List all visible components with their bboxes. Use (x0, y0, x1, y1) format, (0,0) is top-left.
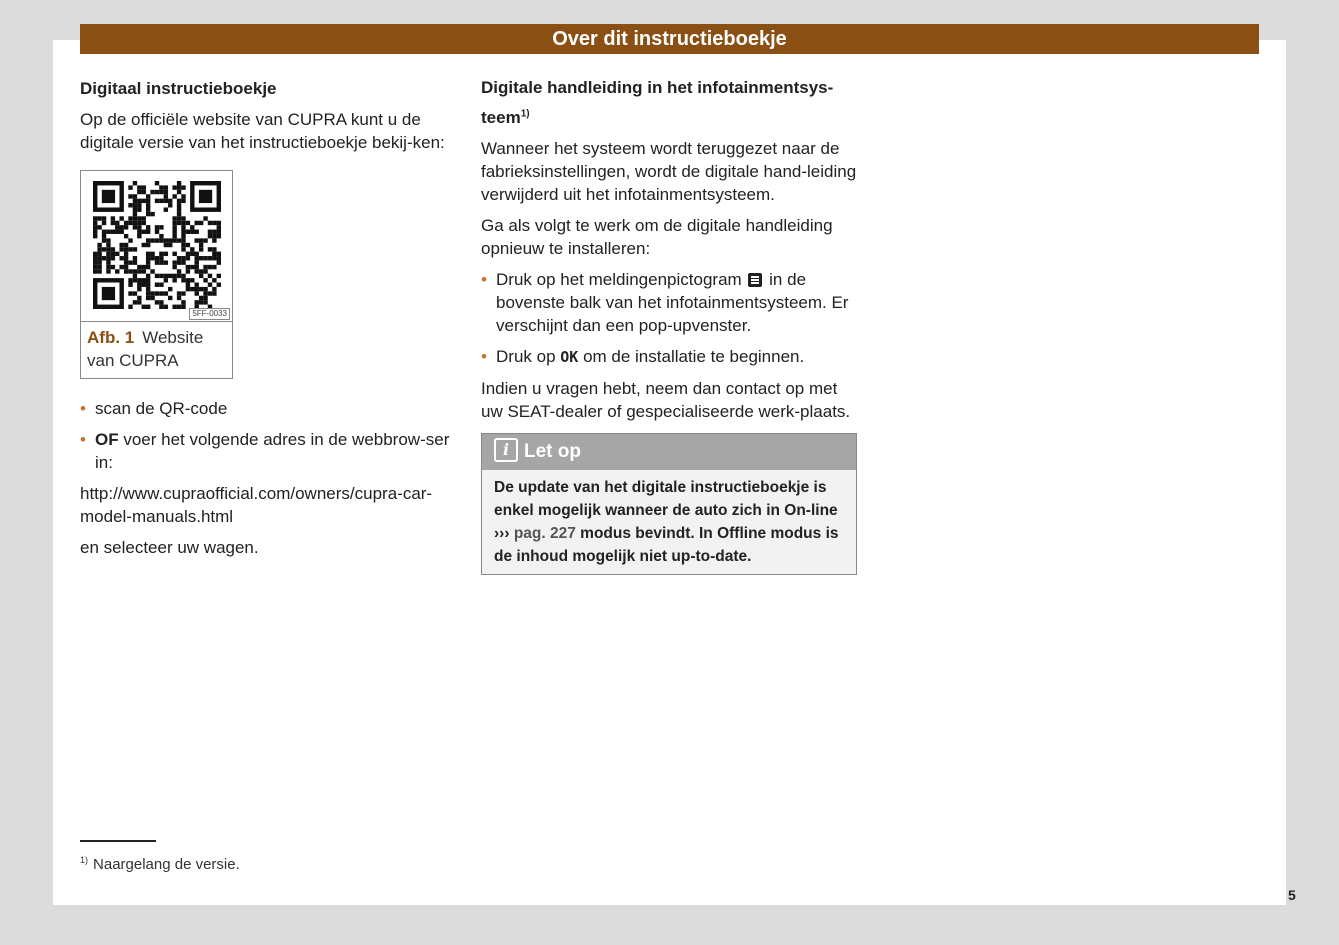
note-header (482, 434, 856, 470)
contact-paragraph: Indien u vragen hebt, neem dan contact op met uw SEAT-dealer of gespecialiseerde werk-plaats. (481, 379, 851, 421)
page-header-title: Over dit instructieboekje (80, 24, 1259, 54)
chevron-right-icon: ››› (494, 525, 510, 542)
note-text: De update van het digitale instructieboekje is enkel mogelijk wanneer de auto zich in On-line (494, 479, 838, 519)
list-item-text: in de bovenste balk van het infotainmentsysteem. Er verschijnt dan een pop-upvenster. (496, 270, 849, 335)
note-text: modus bevindt. In Offline modus is de inhoud mogelijk niet up-to-date. (494, 525, 839, 565)
ok-icon: OK (560, 348, 579, 366)
reinstall-steps (481, 268, 859, 369)
manuals-url-link[interactable]: http://www.cupraofficial.com/owners/cupra-car-model-manuals.html (80, 484, 433, 526)
figure-caption (81, 322, 232, 378)
list-item (80, 397, 455, 420)
list-item-text: Druk op (496, 347, 556, 366)
qr-code-image[interactable] (81, 171, 232, 322)
note-box (481, 433, 857, 575)
bullet-icon: • (481, 270, 487, 289)
list-item-text: om de installatie te beginnen. (583, 347, 805, 366)
notification-icon (748, 273, 762, 287)
right-column (481, 77, 859, 575)
info-icon: i (494, 438, 518, 462)
bullet-icon: • (80, 399, 86, 418)
left-column (80, 77, 455, 559)
figure-caption-text: Website van CUPRA (87, 328, 204, 370)
reset-paragraph: Wanneer het systeem wordt teruggezet naar de fabrieksinstellingen, wordt de digitale hand-leiding verwijderd uit het infotainmentsysteem. (481, 139, 857, 204)
list-item (481, 345, 859, 369)
qr-code-icon (93, 181, 221, 309)
heading-text: Digitale handleiding in het infotainmentsys-teem (481, 78, 834, 127)
figure-label: Afb. 1 (87, 328, 135, 347)
intro-paragraph: Op de officiële website van CUPRA kunt u de digitale versie van het instructieboekje bekij-ken: (80, 110, 445, 152)
footnote (80, 855, 240, 875)
section-heading-infotainment (481, 73, 859, 133)
bullet-icon: • (80, 430, 86, 449)
reinstall-paragraph: Ga als volgt te werk om de digitale handleiding opnieuw te installeren: (481, 216, 833, 258)
section-heading-digital-manual: Digitaal instructieboekje (80, 79, 277, 98)
qr-figure (80, 170, 233, 379)
page-number: 5 (1288, 887, 1296, 903)
note-title: Let op (524, 441, 581, 462)
list-item-text: Druk op het meldingenpictogram (496, 270, 742, 289)
footnote-text: Naargelang de versie. (93, 856, 240, 873)
figure-code: 5FF-0033 (189, 308, 230, 320)
outro-paragraph: en selecteer uw wagen. (80, 538, 259, 557)
footnote-mark: 1) (80, 855, 89, 865)
list-item-text: scan de QR-code (95, 399, 228, 418)
list-item (481, 268, 859, 337)
instruction-list (80, 397, 455, 474)
page-reference-link[interactable]: pag. 227 (513, 525, 576, 542)
bullet-icon: • (481, 347, 487, 366)
list-item-text: voer het volgende adres in de webbrow-ser in: (95, 430, 450, 472)
footnote-divider (80, 840, 156, 842)
note-body (482, 470, 856, 574)
list-item-strong: OF (95, 430, 119, 449)
footnote-ref: 1) (520, 108, 530, 120)
list-item (80, 428, 455, 474)
